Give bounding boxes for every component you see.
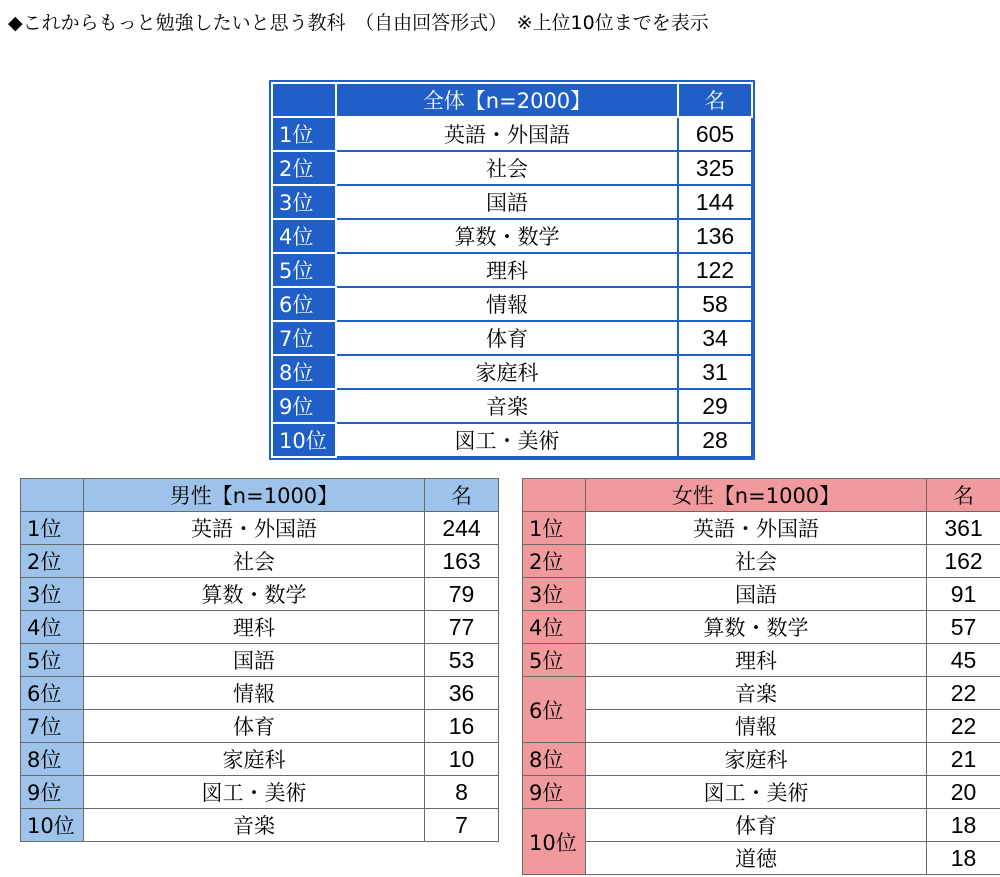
table-row	[523, 710, 1000, 743]
female-header: 女性【n=1000】	[586, 479, 927, 512]
rank-cell: 3位	[21, 578, 84, 611]
subject-cell: 音楽	[336, 389, 678, 423]
rank-cell: 8位	[21, 743, 84, 776]
count-cell: 122	[678, 253, 752, 287]
table-row	[21, 512, 499, 545]
subject-cell: 図工・美術	[586, 776, 927, 809]
count-header: 名	[425, 479, 499, 512]
table-row	[272, 185, 752, 219]
count-cell: 8	[425, 776, 499, 809]
rank-cell: 9位	[272, 389, 336, 423]
rank-cell: 6位	[272, 287, 336, 321]
count-cell: 45	[927, 644, 1000, 677]
table-row	[523, 842, 1000, 875]
count-cell: 53	[425, 644, 499, 677]
rank-cell: 1位	[272, 117, 336, 151]
table-row	[21, 677, 499, 710]
count-cell: 16	[425, 710, 499, 743]
rank-cell: 9位	[21, 776, 84, 809]
count-cell: 163	[425, 545, 499, 578]
subject-cell: 音楽	[84, 809, 425, 842]
count-cell: 18	[927, 842, 1000, 875]
table-row	[523, 644, 1000, 677]
count-cell: 79	[425, 578, 499, 611]
rank-cell: 8位	[272, 355, 336, 389]
rank-cell: 8位	[523, 743, 586, 776]
subject-cell: 算数・数学	[84, 578, 425, 611]
table-row	[21, 545, 499, 578]
table-row	[21, 743, 499, 776]
count-header: 名	[927, 479, 1000, 512]
subject-cell: 情報	[586, 710, 927, 743]
subject-cell: 英語・外国語	[336, 117, 678, 151]
rank-header-cell	[272, 83, 336, 117]
table-row	[21, 809, 499, 842]
table-header-row	[21, 479, 499, 512]
table-row	[272, 355, 752, 389]
male-header: 男性【n=1000】	[84, 479, 425, 512]
subject-cell: 英語・外国語	[84, 512, 425, 545]
table-row	[272, 253, 752, 287]
rank-cell: 1位	[523, 512, 586, 545]
table-header-row	[272, 83, 752, 117]
overall-ranking-table	[271, 82, 753, 458]
table-row	[272, 321, 752, 355]
count-cell: 29	[678, 389, 752, 423]
subject-cell: 理科	[84, 611, 425, 644]
rank-cell: 7位	[272, 321, 336, 355]
subject-cell: 算数・数学	[586, 611, 927, 644]
table-header-row	[523, 479, 1000, 512]
table-row	[21, 578, 499, 611]
rank-cell: 1位	[21, 512, 84, 545]
subject-cell: 理科	[336, 253, 678, 287]
subject-cell: 理科	[586, 644, 927, 677]
rank-cell: 5位	[523, 644, 586, 677]
table-row	[523, 809, 1000, 842]
count-cell: 31	[678, 355, 752, 389]
rank-header-cell	[21, 479, 84, 512]
table-row	[523, 743, 1000, 776]
rank-cell: 6位	[523, 677, 586, 743]
table-row	[21, 611, 499, 644]
subject-cell: 体育	[586, 809, 927, 842]
count-cell: 28	[678, 423, 752, 457]
count-cell: 77	[425, 611, 499, 644]
subject-cell: 体育	[84, 710, 425, 743]
count-cell: 36	[425, 677, 499, 710]
subject-cell: 情報	[84, 677, 425, 710]
subject-cell: 家庭科	[336, 355, 678, 389]
table-row	[21, 644, 499, 677]
rank-cell: 7位	[21, 710, 84, 743]
count-cell: 22	[927, 710, 1000, 743]
rank-cell: 5位	[272, 253, 336, 287]
male-ranking-table	[20, 478, 499, 842]
rank-cell: 10位	[523, 809, 586, 875]
count-header: 名	[678, 83, 752, 117]
count-cell: 136	[678, 219, 752, 253]
subject-cell: 英語・外国語	[586, 512, 927, 545]
subject-cell: 情報	[336, 287, 678, 321]
table-row	[523, 611, 1000, 644]
table-row	[272, 219, 752, 253]
count-cell: 18	[927, 809, 1000, 842]
subject-cell: 体育	[336, 321, 678, 355]
count-cell: 22	[927, 677, 1000, 710]
female-ranking-table	[522, 478, 1000, 875]
subject-cell: 家庭科	[84, 743, 425, 776]
rank-cell: 5位	[21, 644, 84, 677]
table-row	[21, 776, 499, 809]
table-row	[523, 512, 1000, 545]
count-cell: 605	[678, 117, 752, 151]
table-row	[272, 117, 752, 151]
count-cell: 20	[927, 776, 1000, 809]
subject-cell: 算数・数学	[336, 219, 678, 253]
subject-cell: 社会	[586, 545, 927, 578]
table-row	[523, 677, 1000, 710]
rank-cell: 4位	[21, 611, 84, 644]
count-cell: 21	[927, 743, 1000, 776]
count-cell: 162	[927, 545, 1000, 578]
subject-cell: 国語	[84, 644, 425, 677]
rank-cell: 2位	[523, 545, 586, 578]
rank-cell: 2位	[272, 151, 336, 185]
count-cell: 244	[425, 512, 499, 545]
count-cell: 144	[678, 185, 752, 219]
table-row	[272, 151, 752, 185]
rank-cell: 4位	[272, 219, 336, 253]
subject-cell: 図工・美術	[336, 423, 678, 457]
rank-cell: 3位	[523, 578, 586, 611]
count-cell: 361	[927, 512, 1000, 545]
table-row	[523, 578, 1000, 611]
rank-cell: 9位	[523, 776, 586, 809]
rank-cell: 10位	[272, 423, 336, 457]
count-cell: 91	[927, 578, 1000, 611]
rank-cell: 3位	[272, 185, 336, 219]
subject-cell: 道徳	[586, 842, 927, 875]
page-title: ◆これからもっと勉強したいと思う教科 （自由回答形式） ※上位10位までを表示	[8, 12, 709, 34]
table-row	[272, 287, 752, 321]
rank-cell: 6位	[21, 677, 84, 710]
rank-cell: 2位	[21, 545, 84, 578]
count-cell: 10	[425, 743, 499, 776]
table-row	[523, 545, 1000, 578]
subject-cell: 国語	[586, 578, 927, 611]
table-row	[272, 389, 752, 423]
overall-header: 全体【n=2000】	[336, 83, 678, 117]
subject-cell: 国語	[336, 185, 678, 219]
rank-header-cell	[523, 479, 586, 512]
count-cell: 7	[425, 809, 499, 842]
count-cell: 325	[678, 151, 752, 185]
table-row	[272, 423, 752, 457]
subject-cell: 図工・美術	[84, 776, 425, 809]
rank-cell: 10位	[21, 809, 84, 842]
rank-cell: 4位	[523, 611, 586, 644]
subject-cell: 家庭科	[586, 743, 927, 776]
table-row	[523, 776, 1000, 809]
subject-cell: 社会	[84, 545, 425, 578]
table-row	[21, 710, 499, 743]
subject-cell: 社会	[336, 151, 678, 185]
subject-cell: 音楽	[586, 677, 927, 710]
count-cell: 34	[678, 321, 752, 355]
count-cell: 58	[678, 287, 752, 321]
count-cell: 57	[927, 611, 1000, 644]
